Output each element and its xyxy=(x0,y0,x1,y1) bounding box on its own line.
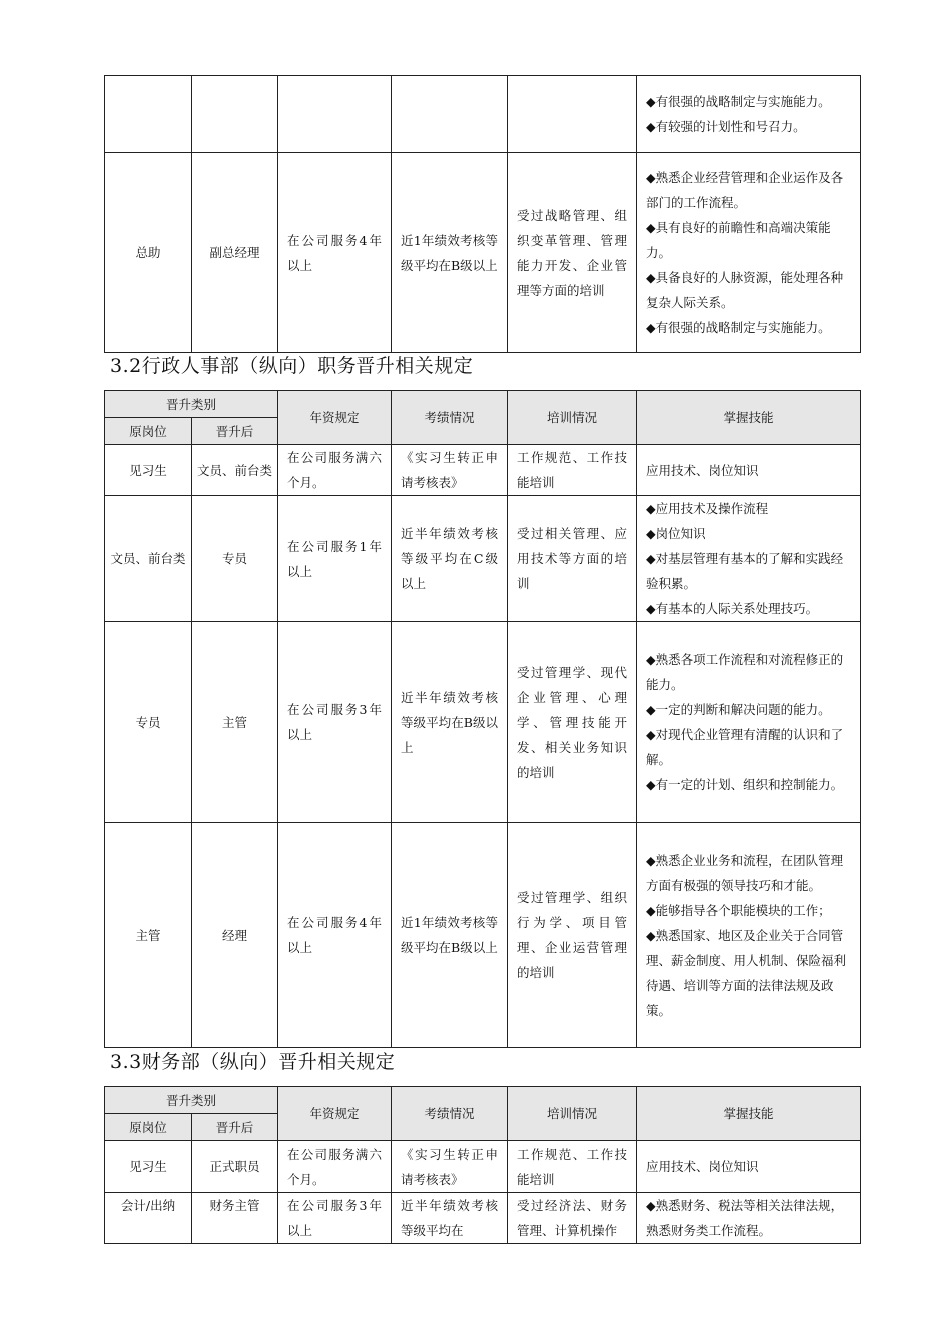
section-title-3-3: 3.3财务部（纵向）晋升相关规定 xyxy=(110,1051,396,1073)
header-from: 原岗位 xyxy=(105,1114,192,1141)
header-category: 晋升类别 xyxy=(105,1087,278,1114)
header-training: 培训情况 xyxy=(508,1087,637,1141)
skills-cell: ◆熟悉企业经营管理和企业运作及各部门的工作流程。 ◆具有良好的前瞻性和高端决策能力。 ◆具备良好的人脉资源，能处理各种复杂人际关系。 ◆有很强的战略制定与实施能力。 xyxy=(637,153,861,353)
training-cell: 受过战略管理、组织变革管理、管理能力开发、企业管理等方面的培训 xyxy=(508,153,637,353)
table-row: 文员、前台类 专员 在公司服务1年以上 近半年绩效考核等级平均在C级以上 受过相关管理、应用技术等方面的培训 ◆应用技术及操作流程 ◆岗位知识 ◆对基层管理有基本的了解和实践经验积累。 ◆有基本的人际关系处理技巧。 xyxy=(105,496,861,622)
header-seniority: 年资规定 xyxy=(278,391,392,445)
header-row xyxy=(105,1087,861,1114)
table-row: 主管 经理 在公司服务4年以上 近1年绩效考核等级平均在B级以上 受过管理学、组织行为学、项目管理、企业运营管理的培训 ◆熟悉企业业务和流程，在团队管理方面有极强的领导技巧和才能。 ◆能够指导各个职能模块的工作； ◆熟悉国家、地区及企业关于合同管理、薪金制度、用人机制、保险福利待遇、培训等方面的法律法规及政策。 xyxy=(105,823,861,1048)
seniority-cell: 在公司服务4年以上 xyxy=(278,153,392,353)
to-cell: 副总经理 xyxy=(192,153,278,353)
header-from: 原岗位 xyxy=(105,418,192,445)
table-row: 见习生 文员、前台类 在公司服务满六个月。 《实习生转正申请考核表》 工作规范、工作技能培训 应用技术、岗位知识 xyxy=(105,445,861,496)
finance-promotion-table xyxy=(104,1086,861,1244)
skills-cell: ◆有很强的战略制定与实施能力。 ◆有较强的计划性和号召力。 xyxy=(637,76,861,153)
header-seniority: 年资规定 xyxy=(278,1087,392,1141)
header-skills: 掌握技能 xyxy=(637,391,861,445)
header-training: 培训情况 xyxy=(508,391,637,445)
table-row xyxy=(105,153,861,353)
table-row: 会计/出纳 财务主管 在公司服务3年以上 近半年绩效考核等级平均在 受过经济法、财务管理、计算机操作 ◆熟悉财务、税法等相关法律法规，熟悉财务类工作流程。 xyxy=(105,1193,861,1244)
header-skills: 掌握技能 xyxy=(637,1087,861,1141)
assessment-cell: 近1年绩效考核等级平均在B级以上 xyxy=(392,153,508,353)
table-row xyxy=(105,76,861,153)
header-category: 晋升类别 xyxy=(105,391,278,418)
top-table xyxy=(104,75,861,353)
header-to: 晋升后 xyxy=(192,418,278,445)
header-row xyxy=(105,391,861,418)
header-assessment: 考绩情况 xyxy=(392,1087,508,1141)
section-title-3-2: 3.2行政人事部（纵向）职务晋升相关规定 xyxy=(110,355,474,377)
table-row: 专员 主管 在公司服务3年以上 近半年绩效考核等级平均在B级以上 受过管理学、现代企业管理、心理学、管理技能开发、相关业务知识的培训 ◆熟悉各项工作流程和对流程修正的能力。 ◆一定的判断和解决问题的能力。 ◆对现代企业管理有清醒的认识和了解。 ◆有一定的计划、组织和控制能力。 xyxy=(105,622,861,823)
header-to: 晋升后 xyxy=(192,1114,278,1141)
table-row: 见习生 正式职员 在公司服务满六个月。 《实习生转正申请考核表》 工作规范、工作技能培训 应用技术、岗位知识 xyxy=(105,1141,861,1193)
header-assessment: 考绩情况 xyxy=(392,391,508,445)
from-cell: 总助 xyxy=(105,153,192,353)
hr-promotion-table xyxy=(104,390,861,1048)
